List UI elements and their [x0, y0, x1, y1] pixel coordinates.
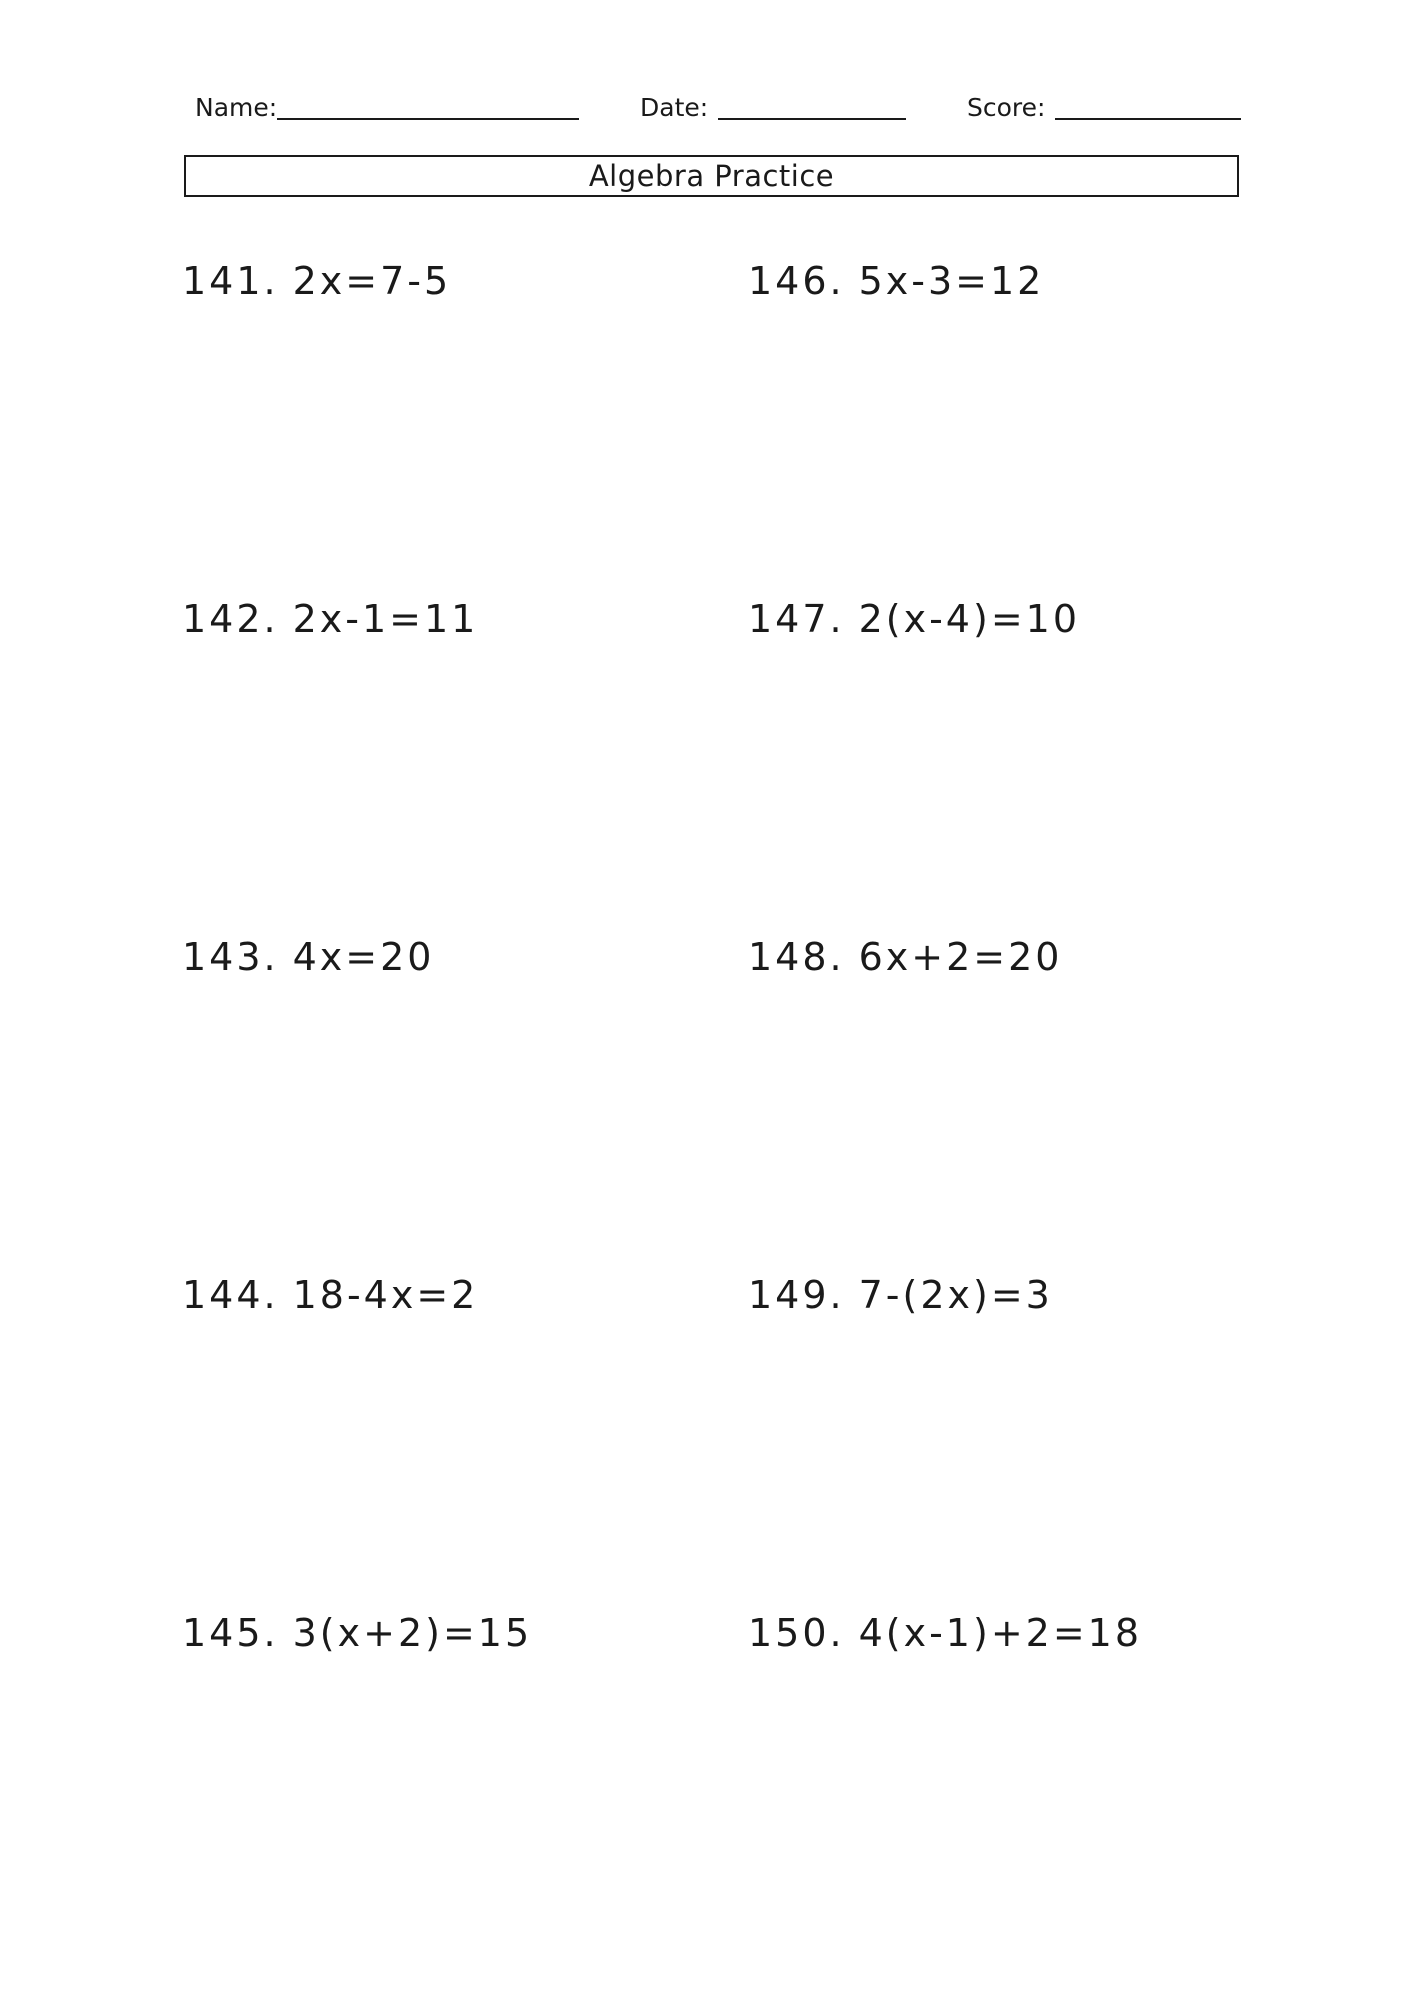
problem-equation: 7-(2x)=3	[858, 1273, 1053, 1317]
problem-equation: 2(x-4)=10	[858, 597, 1081, 641]
problem-number: 148.	[748, 935, 845, 979]
date-label: Date:	[640, 93, 709, 122]
score-blank-line[interactable]	[1055, 92, 1241, 120]
problem-item	[748, 259, 1045, 303]
name-blank-line[interactable]	[277, 92, 579, 120]
problem-number: 147.	[748, 597, 845, 641]
problem-equation: 2x-1=11	[292, 597, 479, 641]
problem-number: 144.	[182, 1273, 279, 1317]
worksheet-title: Algebra Practice	[588, 159, 835, 193]
problem-equation: 3(x+2)=15	[292, 1611, 533, 1655]
problem-equation: 18-4x=2	[292, 1273, 479, 1317]
problem-number: 145.	[182, 1611, 279, 1655]
problem-item	[182, 259, 452, 303]
problem-number: 143.	[182, 935, 279, 979]
problem-item	[748, 597, 1081, 641]
problem-item	[748, 935, 1063, 979]
problem-number: 150.	[748, 1611, 845, 1655]
problem-equation: 4x=20	[292, 935, 435, 979]
problem-item	[748, 1611, 1143, 1655]
problem-number: 149.	[748, 1273, 845, 1317]
name-label: Name:	[195, 93, 278, 122]
problem-number: 141.	[182, 259, 279, 303]
problem-equation: 2x=7-5	[292, 259, 452, 303]
score-field[interactable]	[967, 84, 1241, 120]
worksheet-title-box	[184, 155, 1239, 197]
problem-item	[182, 1273, 479, 1317]
problem-number: 142.	[182, 597, 279, 641]
problem-item	[182, 1611, 533, 1655]
problem-equation: 6x+2=20	[858, 935, 1063, 979]
name-field[interactable]	[195, 84, 579, 120]
problem-equation: 5x-3=12	[858, 259, 1045, 303]
problem-number: 146.	[748, 259, 845, 303]
problem-item	[748, 1273, 1053, 1317]
date-field[interactable]	[640, 84, 906, 120]
problem-equation: 4(x-1)+2=18	[858, 1611, 1143, 1655]
date-blank-line[interactable]	[718, 92, 906, 120]
problem-item	[182, 935, 435, 979]
problem-item	[182, 597, 479, 641]
score-label: Score:	[967, 93, 1046, 122]
